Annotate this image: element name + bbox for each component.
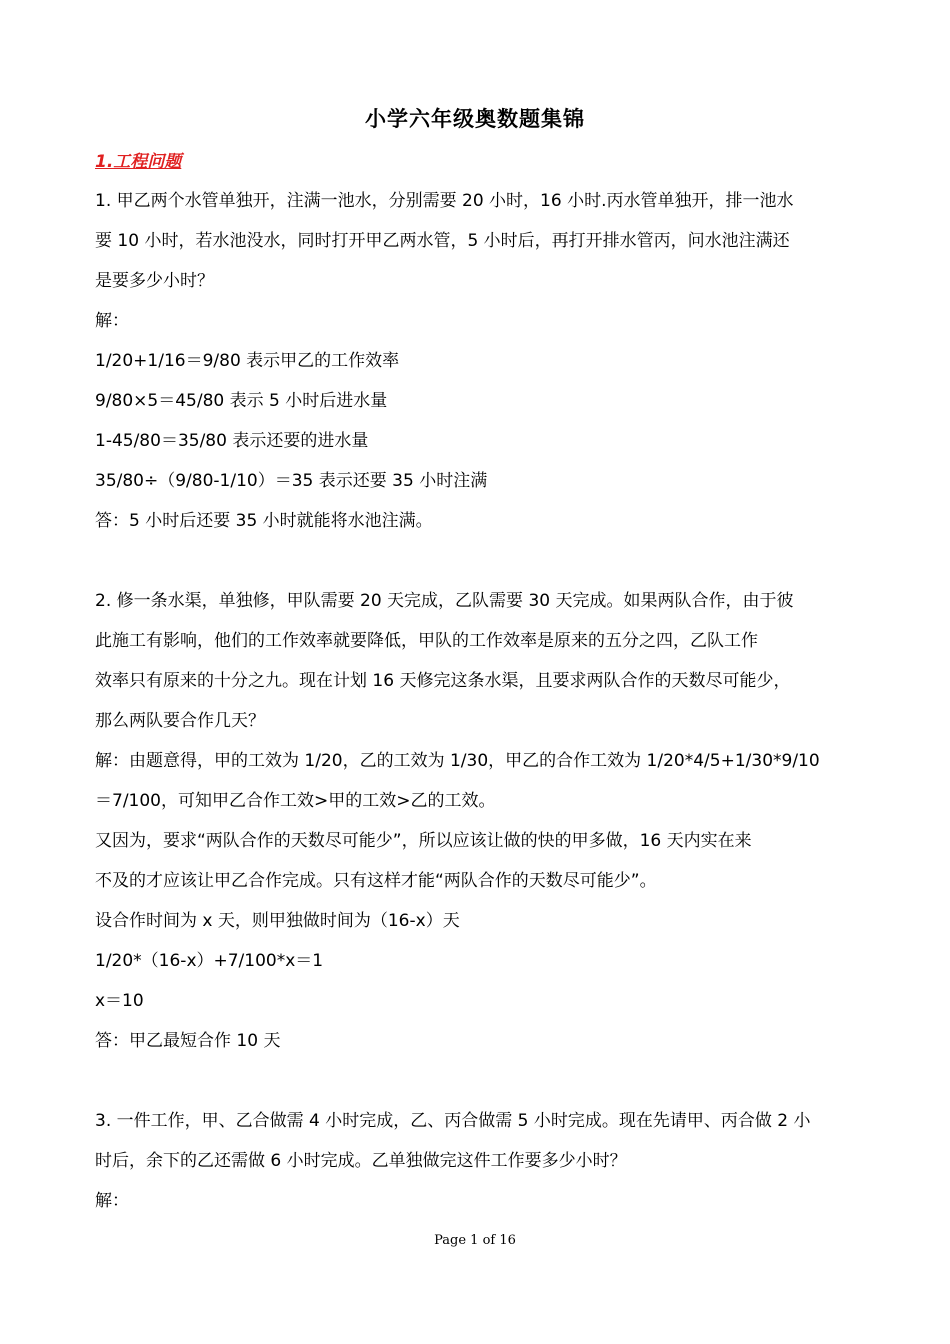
problem-1-step: 35/80÷（9/80-1/10）＝35 表示还要 35 小时注满 bbox=[95, 471, 488, 491]
problem-2-solution-line: 不及的才应该让甲乙合作完成。只有这样才能“两队合作的天数尽可能少”。 bbox=[95, 871, 657, 891]
problem-2-solution-line: x＝10 bbox=[95, 991, 144, 1011]
problem-2-solution-line: 设合作时间为 x 天，则甲独做时间为（16-x）天 bbox=[95, 911, 460, 931]
problem-3-question-line: 3. 一件工作，甲、乙合做需 4 小时完成，乙、丙合做需 5 小时完成。现在先请甲、丙合做 2 小 bbox=[95, 1111, 811, 1131]
problem-2-question-line: 那么两队要合作几天？ bbox=[95, 711, 265, 731]
paragraph-gap bbox=[95, 1061, 845, 1101]
document-body bbox=[95, 181, 845, 1221]
page-footer: Page 1 of 16 bbox=[434, 1233, 516, 1248]
problem-1-question-line: 要 10 小时，若水池没水，同时打开甲乙两水管，5 小时后，再打开排水管丙，问水池注满还 bbox=[95, 231, 790, 251]
problem-2-solution-line: 1/20*（16-x）+7/100*x＝1 bbox=[95, 951, 324, 971]
section-heading: 1.工程问题 bbox=[95, 152, 182, 172]
problem-2-answer: 答：甲乙最短合作 10 天 bbox=[95, 1031, 281, 1051]
problem-1-answer: 答：5 小时后还要 35 小时就能将水池注满。 bbox=[95, 511, 433, 531]
problem-1-step: 1-45/80＝35/80 表示还要的进水量 bbox=[95, 431, 369, 451]
problem-2-question-line: 2. 修一条水渠，单独修，甲队需要 20 天完成，乙队需要 30 天完成。如果两队合作，由于彼 bbox=[95, 591, 794, 611]
problem-2-solution-line: ＝7/100，可知甲乙合作工效>甲的工效>乙的工效。 bbox=[95, 791, 496, 811]
page-title: 小学六年级奥数题集锦 bbox=[365, 107, 585, 131]
problem-3-solution-label: 解： bbox=[95, 1191, 129, 1211]
problem-2-solution-line: 解：由题意得，甲的工效为 1/20，乙的工效为 1/30，甲乙的合作工效为 1/20*4/5+1/30*9/10 bbox=[95, 751, 820, 771]
problem-2-question-line: 效率只有原来的十分之九。现在计划 16 天修完这条水渠，且要求两队合作的天数尽可能少， bbox=[95, 671, 791, 691]
problem-1-solution-label: 解： bbox=[95, 311, 129, 331]
problem-2-solution-line: 又因为，要求“两队合作的天数尽可能少”，所以应该让做的快的甲多做，16 天内实在来 bbox=[95, 831, 752, 851]
problem-1-question-line: 1. 甲乙两个水管单独开，注满一池水，分别需要 20 小时，16 小时.丙水管单独开，排一池水 bbox=[95, 191, 794, 211]
problem-2-question-line: 此施工有影响，他们的工作效率就要降低，甲队的工作效率是原来的五分之四，乙队工作 bbox=[95, 631, 758, 651]
problem-1-step: 1/20+1/16＝9/80 表示甲乙的工作效率 bbox=[95, 351, 400, 371]
problem-1-step: 9/80×5＝45/80 表示 5 小时后进水量 bbox=[95, 391, 388, 411]
problem-1-question-line: 是要多少小时？ bbox=[95, 271, 214, 291]
problem-3-question-line: 时后，余下的乙还需做 6 小时完成。乙单独做完这件工作要多少小时？ bbox=[95, 1151, 627, 1171]
paragraph-gap bbox=[95, 541, 845, 581]
